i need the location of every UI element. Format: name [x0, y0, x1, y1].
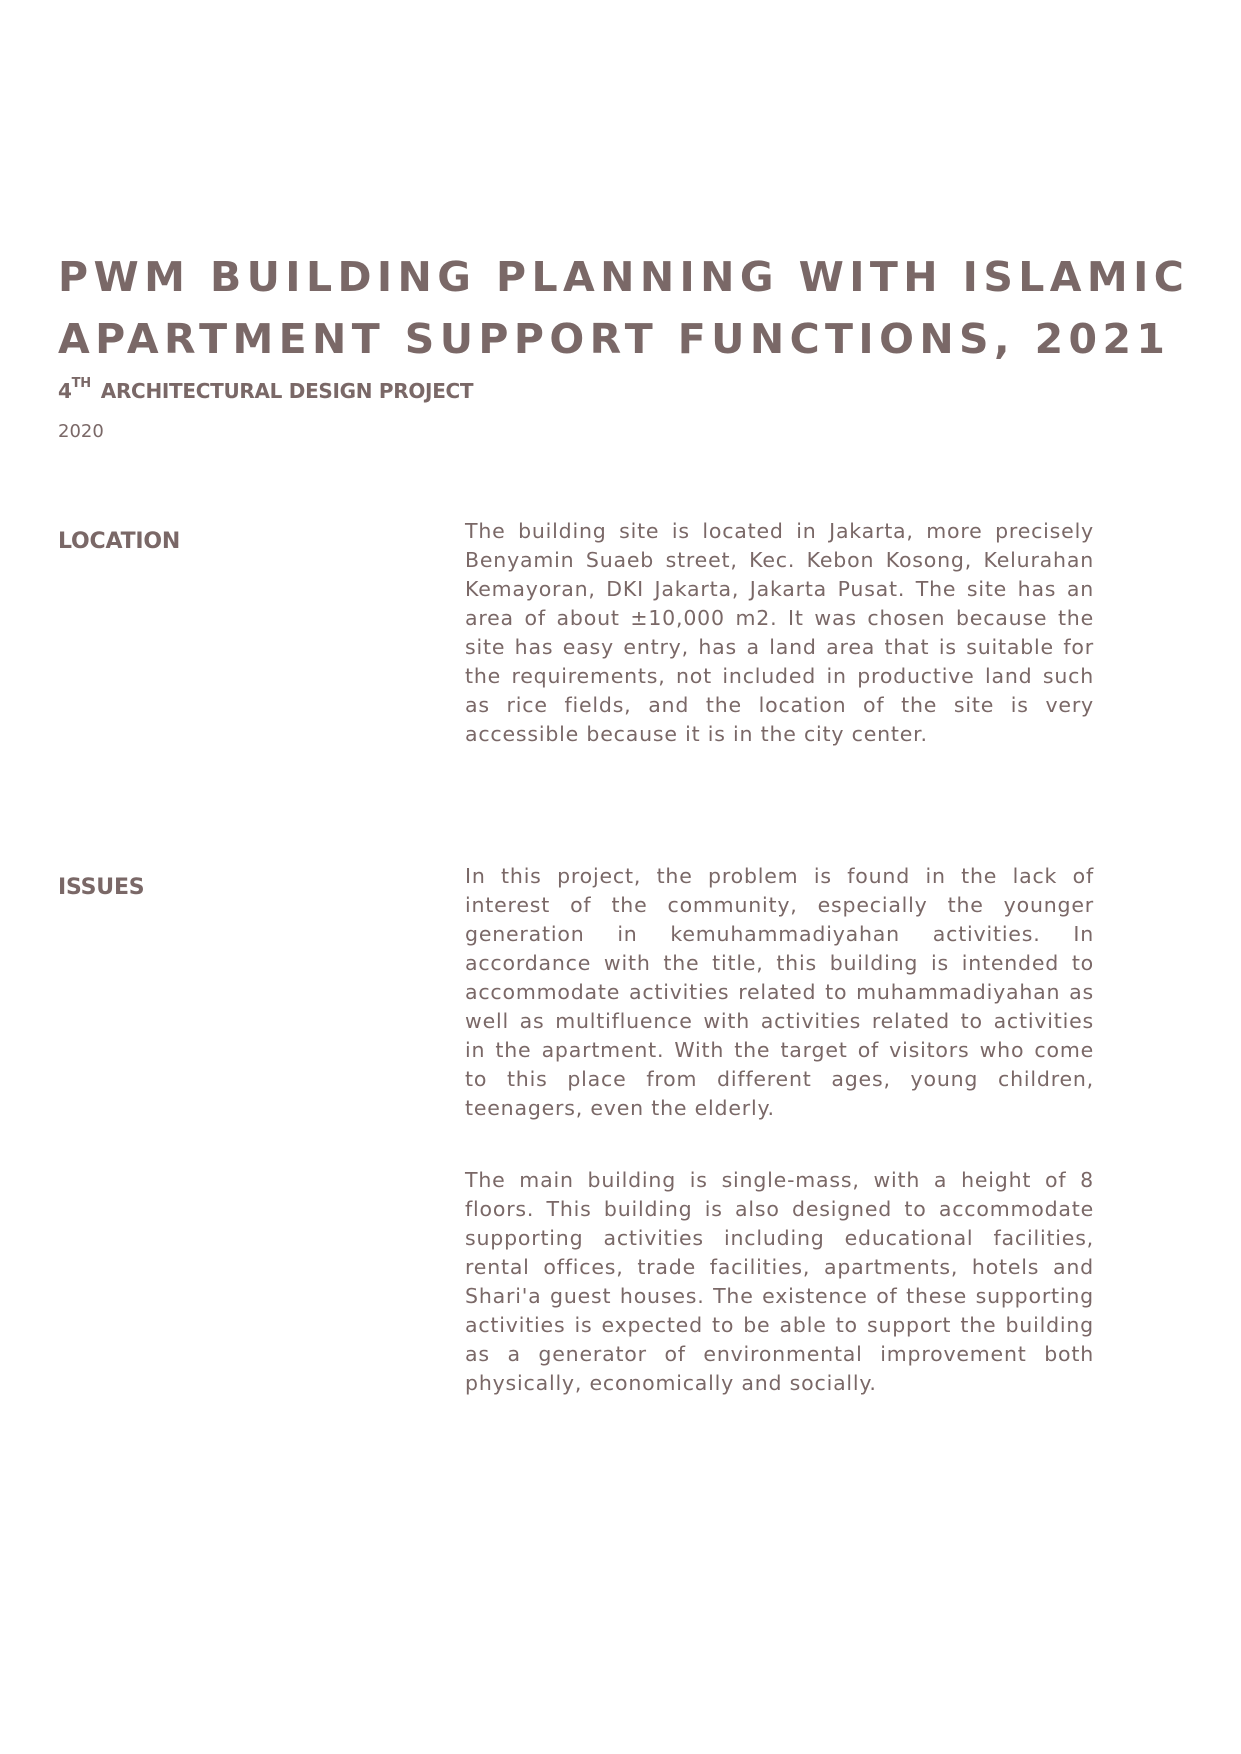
title-line-2: APARTMENT SUPPORT FUNCTIONS, 2021 — [58, 315, 1171, 363]
location-heading: LOCATION — [58, 529, 181, 554]
issues-paragraph-1: In this project, the problem is found in the lack of interest of the community, especially the younger generation in kemuhammadiyahan activities. In accordance with the title, this building is intended to accommodate activities related to muhammadiyahan as well as multifluence with activities related to activities in the apartment. With the target of visitors who come to this place from different ages, young children, teenagers, even the elderly. — [465, 864, 1094, 1120]
subtitle-text: ARCHITECTURAL DESIGN PROJECT — [100, 379, 474, 403]
project-subtitle — [58, 376, 474, 403]
page-title — [58, 246, 1190, 370]
location-paragraph: The building site is located in Jakarta, more precisely Benyamin Suaeb street, Kec. Kebon Kosong, Kelurahan Kemayoran, DKI Jakarta, Jakarta Pusat. The site has an area of about ±10,000 m2. It was chosen because the site has easy entry, has a land area that is suitable for the requirements, not included in productive land such as rice fields, and the location of the site is very accessible because it is in the city center. — [465, 519, 1094, 746]
subtitle-ordinal: TH — [71, 376, 91, 392]
title-line-1: PWM BUILDING PLANNING WITH ISLAMIC — [58, 253, 1190, 301]
issues-paragraph-2: The main building is single-mass, with a height of 8 floors. This building is also designed to accommodate supporting activities including educational facilities, rental offices, trade facilities, apartments, hotels and Shari'a guest houses. The existence of these supporting activities is expected to be able to support the building as a generator of environmental improvement both physically, economically and socially. — [465, 1168, 1094, 1395]
project-year: 2020 — [58, 421, 104, 442]
issues-heading: ISSUES — [58, 875, 145, 900]
subtitle-number: 4 — [58, 379, 72, 403]
